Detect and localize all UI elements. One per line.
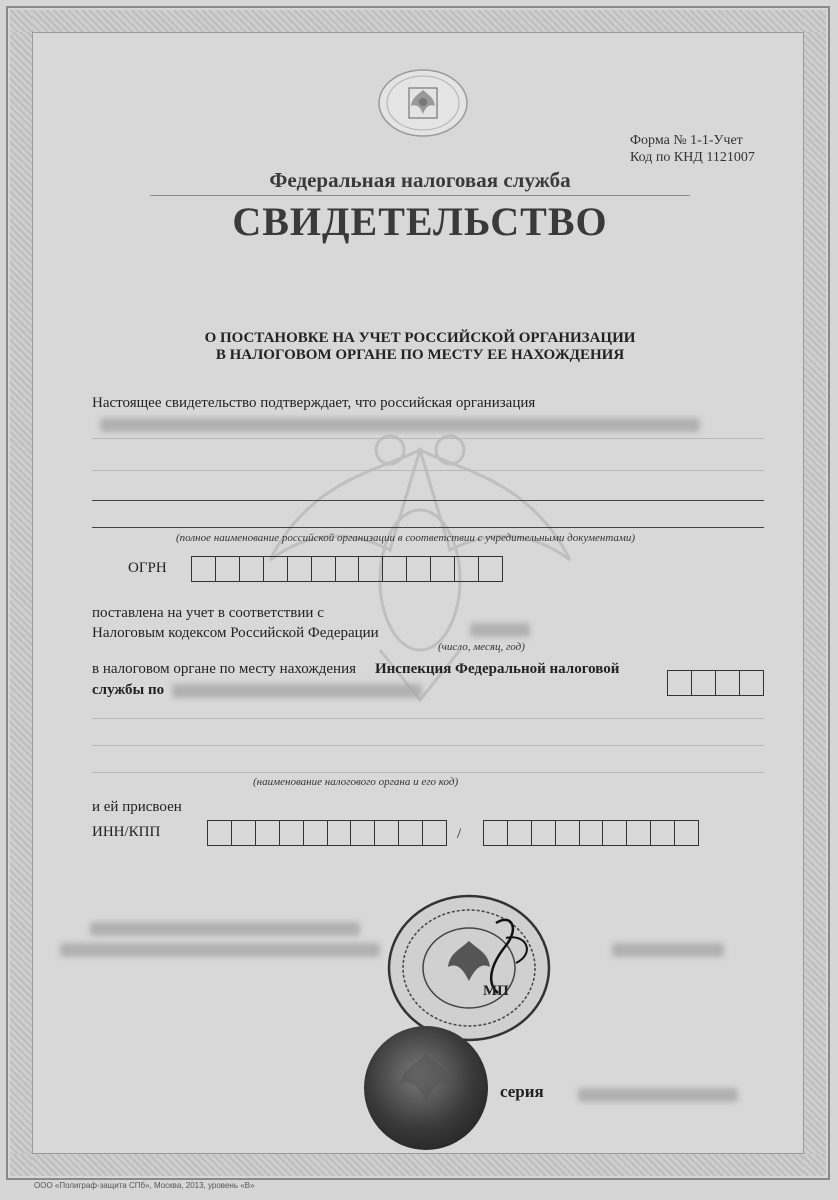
- tax-office-name-1: Инспекция Федеральной налоговой: [375, 661, 620, 677]
- form-number: Форма № 1-1-Учет: [630, 133, 743, 148]
- kpp-cell: [675, 821, 698, 845]
- state-emblem-icon: [376, 68, 470, 138]
- tax-office-code-cells: [667, 670, 764, 696]
- tax-office-prefix: в налоговом органе по месту нахождения: [92, 661, 357, 677]
- org-name-redacted: [100, 418, 700, 432]
- kpp-cell: [532, 821, 556, 845]
- printer-note: ООО «Полиграф-защита СПб», Москва, 2013, уровень «В»: [34, 1181, 255, 1190]
- date-caption: (число, месяц, год): [438, 641, 525, 653]
- inn-cell: [328, 821, 352, 845]
- tax-office-caption: (наименование налогового органа и его код): [253, 776, 459, 788]
- ogrn-label: ОГРН: [128, 560, 167, 576]
- org-name-line-4: [92, 527, 764, 528]
- official-seal-icon: [386, 893, 552, 1043]
- kpp-cell: [556, 821, 580, 845]
- kpp-cell: [508, 821, 532, 845]
- inn-cell: [304, 821, 328, 845]
- page-title: СВИДЕТЕЛЬСТВО: [232, 199, 608, 244]
- kpp-cells: [483, 820, 699, 846]
- inn-cell: [351, 821, 375, 845]
- inn-cell: [280, 821, 304, 845]
- kpp-cell: [603, 821, 627, 845]
- ogrn-cell: [240, 557, 264, 581]
- ogrn-cell: [455, 557, 479, 581]
- ogrn-cell: [431, 557, 455, 581]
- assigned-label: и ей присвоен: [92, 799, 182, 815]
- org-name-caption: (полное наименование российской организации в соответствии с учредительными документами): [176, 532, 636, 544]
- mp-label: МП: [483, 983, 509, 999]
- ogrn-cell: [192, 557, 216, 581]
- registered-line-1: поставлена на учет в соответствии с: [92, 605, 324, 621]
- inn-kpp-label: ИНН/КПП: [92, 824, 161, 840]
- inn-cells: [207, 820, 447, 846]
- knd-code: Код по КНД 1121007: [630, 150, 755, 165]
- org-name-line-3: [92, 500, 764, 501]
- tax-office-line-1: [92, 718, 764, 719]
- ogrn-cell: [359, 557, 383, 581]
- inn-kpp-slash: /: [457, 826, 462, 842]
- inn-cell: [232, 821, 256, 845]
- tax-office-name-2: службы по: [92, 682, 165, 698]
- kpp-cell: [484, 821, 508, 845]
- tax-office-line-2: [92, 745, 764, 746]
- ogrn-cell: [407, 557, 431, 581]
- signatory-position-redacted: [90, 922, 360, 936]
- ogrn-cell: [312, 557, 336, 581]
- ogrn-cell: [383, 557, 407, 581]
- inn-cell: [423, 821, 446, 845]
- signatory-position-redacted-2: [60, 943, 380, 957]
- kpp-cell: [580, 821, 604, 845]
- tax-code-cell: [692, 671, 716, 695]
- ogrn-cell: [336, 557, 360, 581]
- ogrn-cell: [288, 557, 312, 581]
- signatory-name-redacted: [612, 943, 724, 957]
- org-name-line-2: [92, 470, 764, 471]
- tax-code-cell: [716, 671, 740, 695]
- ogrn-cell: [264, 557, 288, 581]
- subtitle-line-1: О ПОСТАНОВКЕ НА УЧЕТ РОССИЙСКОЙ ОРГАНИЗАЦИИ: [204, 330, 636, 346]
- hologram-emblem-icon: [362, 1024, 490, 1152]
- series-number-redacted: [578, 1088, 738, 1102]
- registered-line-2: Налоговым кодексом Российской Федерации: [92, 625, 379, 641]
- org-name-line-1: [92, 438, 764, 439]
- inn-cell: [208, 821, 232, 845]
- series-label: серия: [500, 1082, 544, 1101]
- tax-code-cell: [668, 671, 692, 695]
- subtitle-line-2: В НАЛОГОВОМ ОРГАНЕ ПО МЕСТУ ЕЕ НАХОЖДЕНИЯ: [215, 347, 625, 363]
- tax-office-line-3: [92, 772, 764, 773]
- inn-cell: [375, 821, 399, 845]
- agency-underline: [150, 195, 690, 196]
- inn-cell: [256, 821, 280, 845]
- tax-code-cell: [740, 671, 763, 695]
- ogrn-cell: [216, 557, 240, 581]
- agency-name: Федеральная налоговая служба: [269, 168, 571, 192]
- registration-date-redacted: [470, 623, 530, 637]
- inn-cell: [399, 821, 423, 845]
- ogrn-cells: [191, 556, 503, 582]
- tax-office-redacted: [172, 684, 422, 698]
- kpp-cell: [651, 821, 675, 845]
- ogrn-cell: [479, 557, 502, 581]
- intro-text: Настоящее свидетельство подтверждает, что российская организация: [92, 395, 536, 411]
- kpp-cell: [627, 821, 651, 845]
